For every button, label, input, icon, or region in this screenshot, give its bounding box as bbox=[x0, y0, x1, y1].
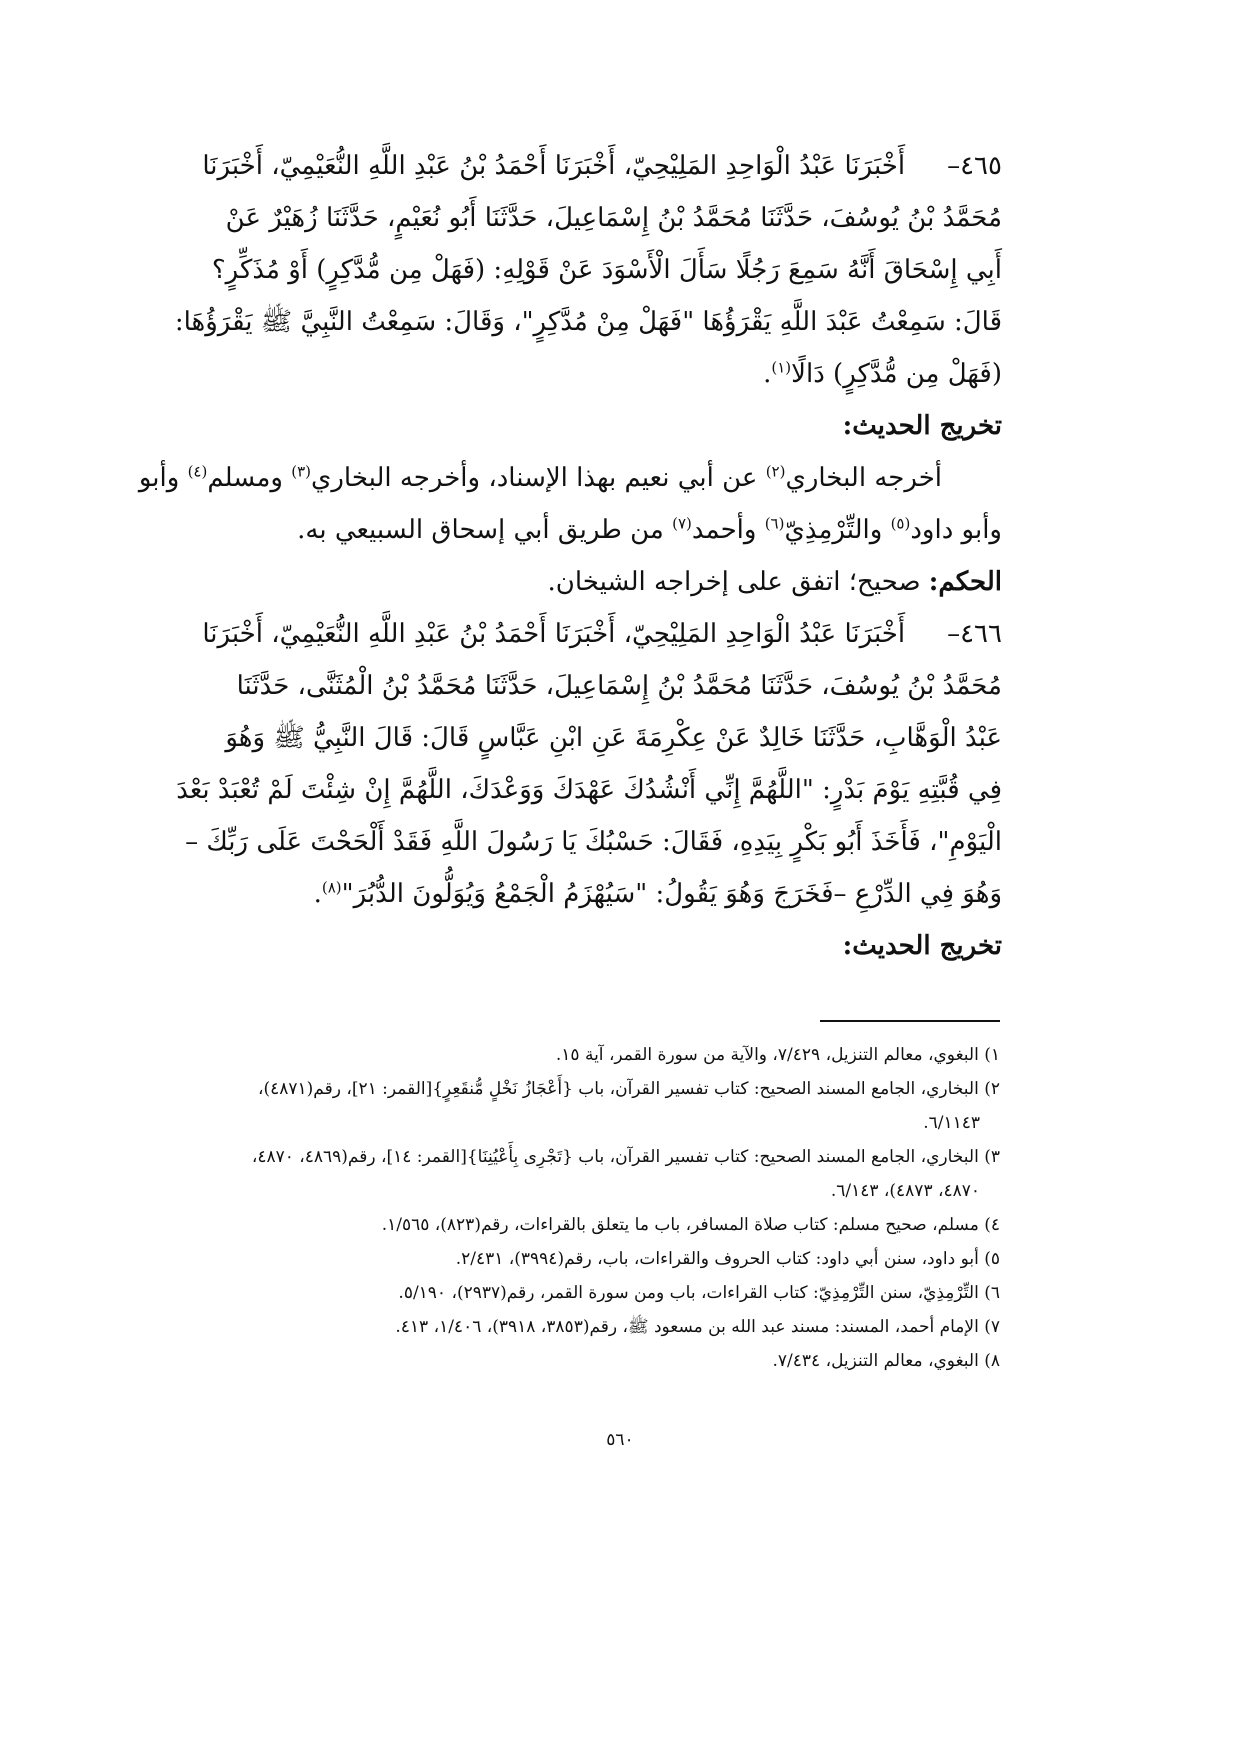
takhrij-text: والتِّرْمِذِيّ bbox=[784, 515, 891, 545]
takhrij-text: ومسلم bbox=[207, 463, 292, 493]
hadith-466-line-3: عَبْدُ الْوَهَّابِ، حَدَّثَنَا خَالِدٌ عَنْ عِكْرِمَةَ عَنِ ابْنِ عَبَّاسٍ قَالَ: قَالَ النَّبِيُّ ﷺ وَهُوَ bbox=[225, 723, 1002, 753]
hadith-466-line-6 bbox=[242, 868, 1002, 920]
hadith-text: وَهُوَ فِي الدِّرْعِ –فَخَرَجَ وَهُوَ يَقُولُ: "سَيُهْزَمُ الْجَمْعُ وَيُوَلُّونَ الدُّبُرَ" bbox=[341, 879, 1002, 909]
punctuation: . bbox=[313, 879, 322, 909]
hadith-number: ٤٦٦– bbox=[947, 619, 1002, 649]
hadith-text: أَخْبَرَنَا عَبْدُ الْوَاحِدِ المَلِيْحِيّ، أَخْبَرَنَا أَحْمَدُ بْنُ عَبْدِ اللَّهِ النُّعَيْمِيّ، أَخْبَرَنَا bbox=[202, 151, 906, 181]
hadith-465-line-5 bbox=[242, 348, 1002, 400]
hadith-466-line-1 bbox=[202, 608, 1002, 660]
footnote-3-continued: ٤٨٧٠، ٤٨٧٣)، ٦/١٤٣. bbox=[830, 1181, 980, 1201]
takhrij-text: وأبو bbox=[138, 463, 188, 493]
hadith-466-line-2: مُحَمَّدُ بْنُ يُوسُفَ، حَدَّثَنَا مُحَمَّدُ بْنُ إِسْمَاعِيلَ، حَدَّثَنَا مُحَمَّدُ بْنُ الْمُثَنَّى، حَدَّثَنَا bbox=[236, 671, 1002, 701]
takhrij-text: أخرجه البخاري bbox=[785, 463, 942, 493]
hukm-label: الحكم: bbox=[928, 567, 1002, 597]
hadith-text: أَخْبَرَنَا عَبْدُ الْوَاحِدِ المَلِيْحِيّ، أَخْبَرَنَا أَحْمَدُ بْنُ عَبْدِ اللَّهِ النُّعَيْمِيّ، أَخْبَرَنَا bbox=[202, 619, 906, 649]
footnote-ref[interactable]: (٨) bbox=[321, 878, 342, 897]
punctuation: . bbox=[763, 359, 772, 389]
footnote-ref[interactable]: (٦) bbox=[764, 514, 785, 533]
hadith-465-line-1 bbox=[202, 140, 1002, 192]
takhrij-heading: تخريج الحديث: bbox=[842, 411, 1002, 441]
footnote-2-continued: ٦/١١٤٣. bbox=[923, 1113, 980, 1133]
hadith-465-line-4: قَالَ: سَمِعْتُ عَبْدَ اللَّهِ يَقْرَؤُهَا "فَهَلْ مِنْ مُدَّكِرٍ"، وَقَالَ: سَمِعْتُ النَّبِيَّ ﷺ يَقْرَؤُهَا: bbox=[174, 307, 1002, 337]
footnote-ref[interactable]: (٢) bbox=[765, 462, 786, 481]
page-number: ٥٦٠ bbox=[606, 1430, 634, 1450]
footnote-ref[interactable]: (٥) bbox=[890, 514, 911, 533]
takhrij-text: عن أبي نعيم بهذا الإسناد، وأخرجه البخاري bbox=[310, 463, 766, 493]
footnote-ref[interactable]: (٧) bbox=[672, 514, 692, 533]
takhrij-text: من طريق أبي إسحاق السبيعي به. bbox=[297, 515, 673, 545]
hukm-text: صحيح؛ اتفق على إخراجه الشيخان. bbox=[547, 567, 929, 597]
footnote-7: ٧) الإمام أحمد، المسند: مسند عبد الله بن مسعود ﷺ، رقم(٣٨٥٣، ٣٩١٨)، ١/٤٠٦، ٤١٣. bbox=[395, 1317, 1000, 1337]
footnote-1: ١) البغوي، معالم التنزيل، ٧/٤٢٩، والآية من سورة القمر، آية ١٥. bbox=[555, 1045, 1000, 1065]
footnote-3: ٣) البخاري، الجامع المسند الصحيح: كتاب تفسير القرآن، باب {تَجْرِى بِأَعْيُنِنَا}[القمر: ١٤]، رقم(٤٨٦٩، ٤٨٧٠، bbox=[251, 1147, 1000, 1167]
footnote-ref[interactable]: (٤) bbox=[187, 462, 208, 481]
hadith-465-line-3: أَبِي إِسْحَاقَ أَنَّهُ سَمِعَ رَجُلًا سَأَلَ الْأَسْوَدَ عَنْ قَوْلِهِ: (فَهَلْ مِن مُّدَّكِرٍ) أَوْ مُذَكِّرٍ؟ bbox=[211, 255, 1002, 285]
footnote-8: ٨) البغوي، معالم التنزيل، ٧/٤٣٤. bbox=[772, 1351, 1000, 1371]
footnote-5: ٥) أبو داود، سنن أبي داود: كتاب الحروف والقراءات، باب، رقم(٣٩٩٤)، ٢/٤٣١. bbox=[455, 1249, 1000, 1269]
takhrij-text: وأحمد bbox=[691, 515, 765, 545]
footnote-ref[interactable]: (٣) bbox=[291, 462, 311, 481]
footnote-2: ٢) البخاري، الجامع المسند الصحيح: كتاب تفسير القرآن، باب {أَعْجَازُ نَخْلٍ مُّنقَعِرٍ}[القمر: ٢١]، رقم(٤٨٧١)، bbox=[258, 1079, 1000, 1099]
hadith-466-line-5: الْيَوْمِ"، فَأَخَذَ أَبُو بَكْرٍ بِيَدِهِ، فَقَالَ: حَسْبُكَ يَا رَسُولَ اللَّهِ فَقَدْ أَلْحَحْتَ عَلَى رَبِّكَ – bbox=[185, 827, 1002, 857]
main-text bbox=[138, 140, 1002, 972]
takhrij-465-line-1 bbox=[138, 452, 1002, 504]
footnote-ref[interactable]: (١) bbox=[771, 358, 792, 377]
footnote-separator bbox=[820, 1020, 1000, 1022]
footnote-6: ٦) التِّرْمِذِيّ، سنن التِّرْمِذِيّ: كتاب القراءات، باب ومن سورة القمر، رقم(٢٩٣٧)، ٥/١٩٠. bbox=[398, 1283, 1000, 1303]
hadith-466-line-4: فِي قُبَّتِهِ يَوْمَ بَدْرٍ: "اللَّهُمَّ إِنِّي أَنْشُدُكَ عَهْدَكَ وَوَعْدَكَ، اللَّهُمَّ إِنْ شِئْتَ لَمْ تُعْبَدْ بَعْدَ bbox=[176, 775, 1002, 805]
hadith-text: (فَهَلْ مِن مُّدَّكِرٍ) دَالًا bbox=[791, 359, 1002, 389]
takhrij-465-line-2 bbox=[242, 504, 1002, 556]
takhrij-heading: تخريج الحديث: bbox=[842, 931, 1002, 961]
hukm-line bbox=[242, 556, 1002, 608]
footnotes bbox=[240, 1038, 1000, 1378]
takhrij-text: وأبو داود bbox=[910, 515, 1002, 545]
hadith-465-line-2: مُحَمَّدُ بْنُ يُوسُفَ، حَدَّثَنَا مُحَمَّدُ بْنُ إِسْمَاعِيلَ، حَدَّثَنَا أَبُو نُعَيْمٍ، حَدَّثَنَا زُهَيْرٌ عَنْ bbox=[225, 203, 1002, 233]
footnote-4: ٤) مسلم، صحيح مسلم: كتاب صلاة المسافر، باب ما يتعلق بالقراءات، رقم(٨٢٣)، ١/٥٦٥. bbox=[381, 1215, 1000, 1235]
hadith-number: ٤٦٥– bbox=[947, 151, 1002, 181]
